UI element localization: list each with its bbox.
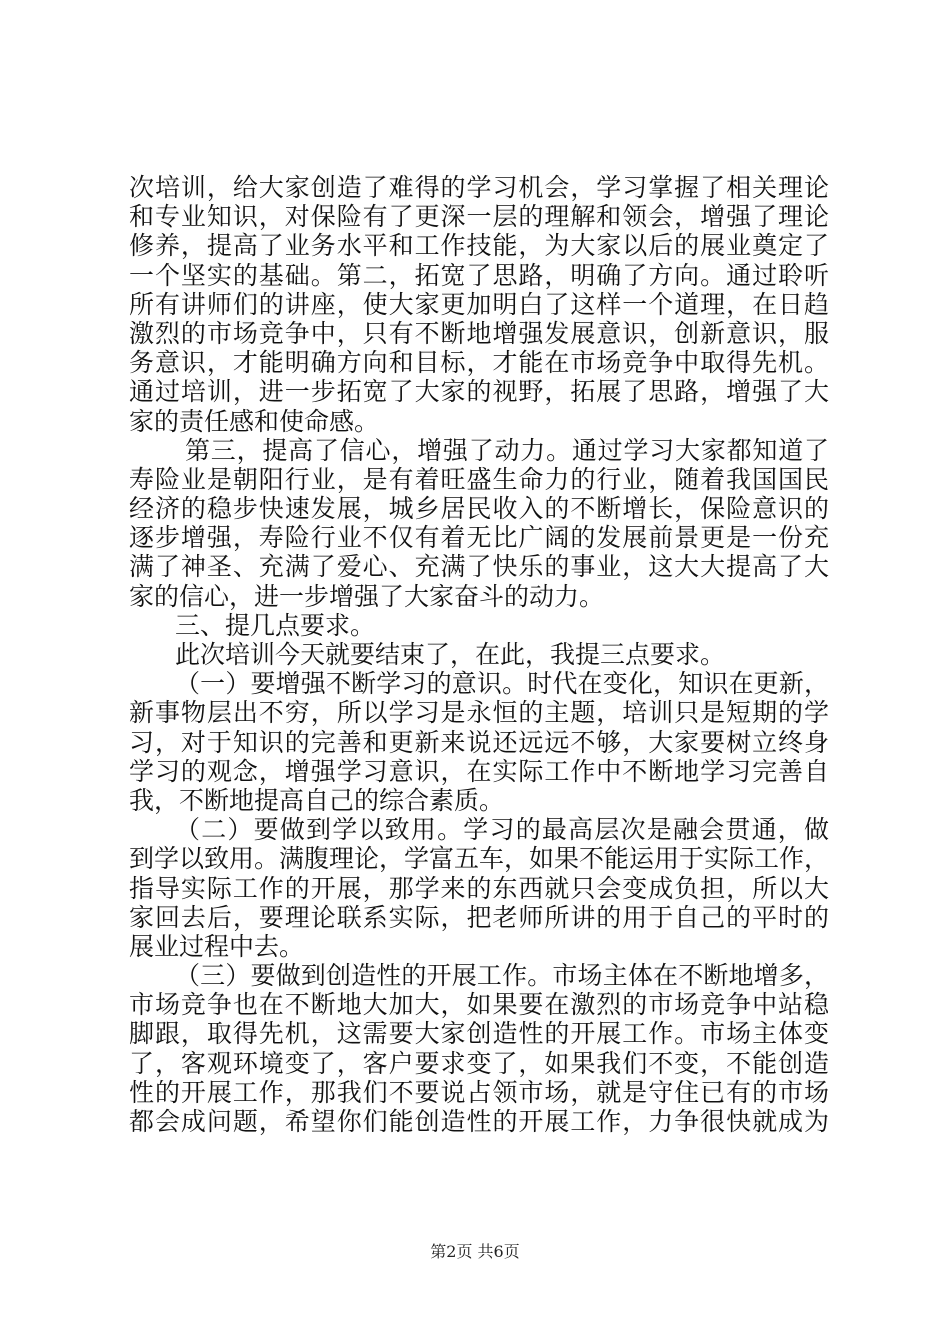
- text-line: 脚跟，取得先机，这需要大家创造性的开展工作。市场主体变: [129, 1019, 829, 1049]
- text-line: （二）要做到学以致用。学习的最高层次是融会贯通，做: [175, 815, 829, 845]
- text-line: 一个坚实的基础。第二，拓宽了思路，明确了方向。通过聆听: [129, 260, 829, 290]
- text-line: 寿险业是朝阳行业，是有着旺盛生命力的行业，随着我国国民: [129, 464, 829, 494]
- text-line: （一）要增强不断学习的意识。时代在变化，知识在更新，: [175, 669, 829, 699]
- text-line: 我，不断地提高自己的综合素质。: [129, 785, 505, 815]
- document-body: [129, 173, 829, 1136]
- text-line: 家的责任感和使命感。: [129, 406, 380, 436]
- text-line: 到学以致用。满腹理论，学富五车，如果不能运用于实际工作，: [129, 844, 829, 874]
- text-line: 第三，提高了信心，增强了动力。通过学习大家都知道了: [185, 435, 829, 465]
- text-line: 了，客观环境变了，客户要求变了，如果我们不变，不能创造: [129, 1048, 829, 1078]
- text-line: 学习的观念，增强学习意识，在实际工作中不断地学习完善自: [129, 756, 829, 786]
- text-line: 指导实际工作的开展，那学来的东西就只会变成负担，所以大: [129, 873, 829, 903]
- text-line: 激烈的市场竞争中，只有不断地增强发展意识，创新意识，服: [129, 318, 829, 348]
- text-line: 满了神圣、充满了爱心、充满了快乐的事业，这大大提高了大: [129, 552, 829, 582]
- text-line: 次培训，给大家创造了难得的学习机会，学习掌握了相关理论: [129, 173, 829, 202]
- text-line: （三）要做到创造性的开展工作。市场主体在不断地增多，: [175, 961, 829, 991]
- text-line: 所有讲师们的讲座，使大家更加明白了这样一个道理，在日趋: [129, 289, 829, 319]
- text-line: 性的开展工作，那我们不要说占领市场，就是守住已有的市场: [129, 1077, 829, 1107]
- text-line: 家回去后，要理论联系实际，把老师所讲的用于自己的平时的: [129, 902, 829, 932]
- text-line: 展业过程中去。: [129, 931, 305, 961]
- text-line: 通过培训，进一步拓宽了大家的视野，拓展了思路，增强了大: [129, 377, 829, 407]
- text-line: 三、提几点要求。: [175, 610, 376, 640]
- text-line: 务意识，才能明确方向和目标，才能在市场竞争中取得先机。: [129, 348, 829, 378]
- text-line: 家的信心，进一步增强了大家奋斗的动力。: [129, 581, 605, 611]
- text-line: 和专业知识，对保险有了更深一层的理解和领会，增强了理论: [129, 202, 829, 232]
- text-line: 逐步增强，寿险行业不仅有着无比广阔的发展前景更是一份充: [129, 523, 829, 553]
- text-line: 修养，提高了业务水平和工作技能，为大家以后的展业奠定了: [129, 231, 829, 261]
- text-line: 都会成问题，希望你们能创造性的开展工作，力争很快就成为: [129, 1107, 829, 1136]
- text-line: 习，对于知识的完善和更新来说还远远不够，大家要树立终身: [129, 727, 829, 757]
- text-line: 经济的稳步快速发展，城乡居民收入的不断增长，保险意识的: [129, 494, 829, 524]
- page-footer: 第2页 共6页: [430, 1242, 520, 1261]
- text-line: 此次培训今天就要结束了，在此，我提三点要求。: [175, 640, 726, 669]
- text-line: 新事物层出不穷，所以学习是永恒的主题，培训只是短期的学: [129, 698, 829, 728]
- text-line: 市场竞争也在不断地大加大，如果要在激烈的市场竞争中站稳: [129, 990, 829, 1020]
